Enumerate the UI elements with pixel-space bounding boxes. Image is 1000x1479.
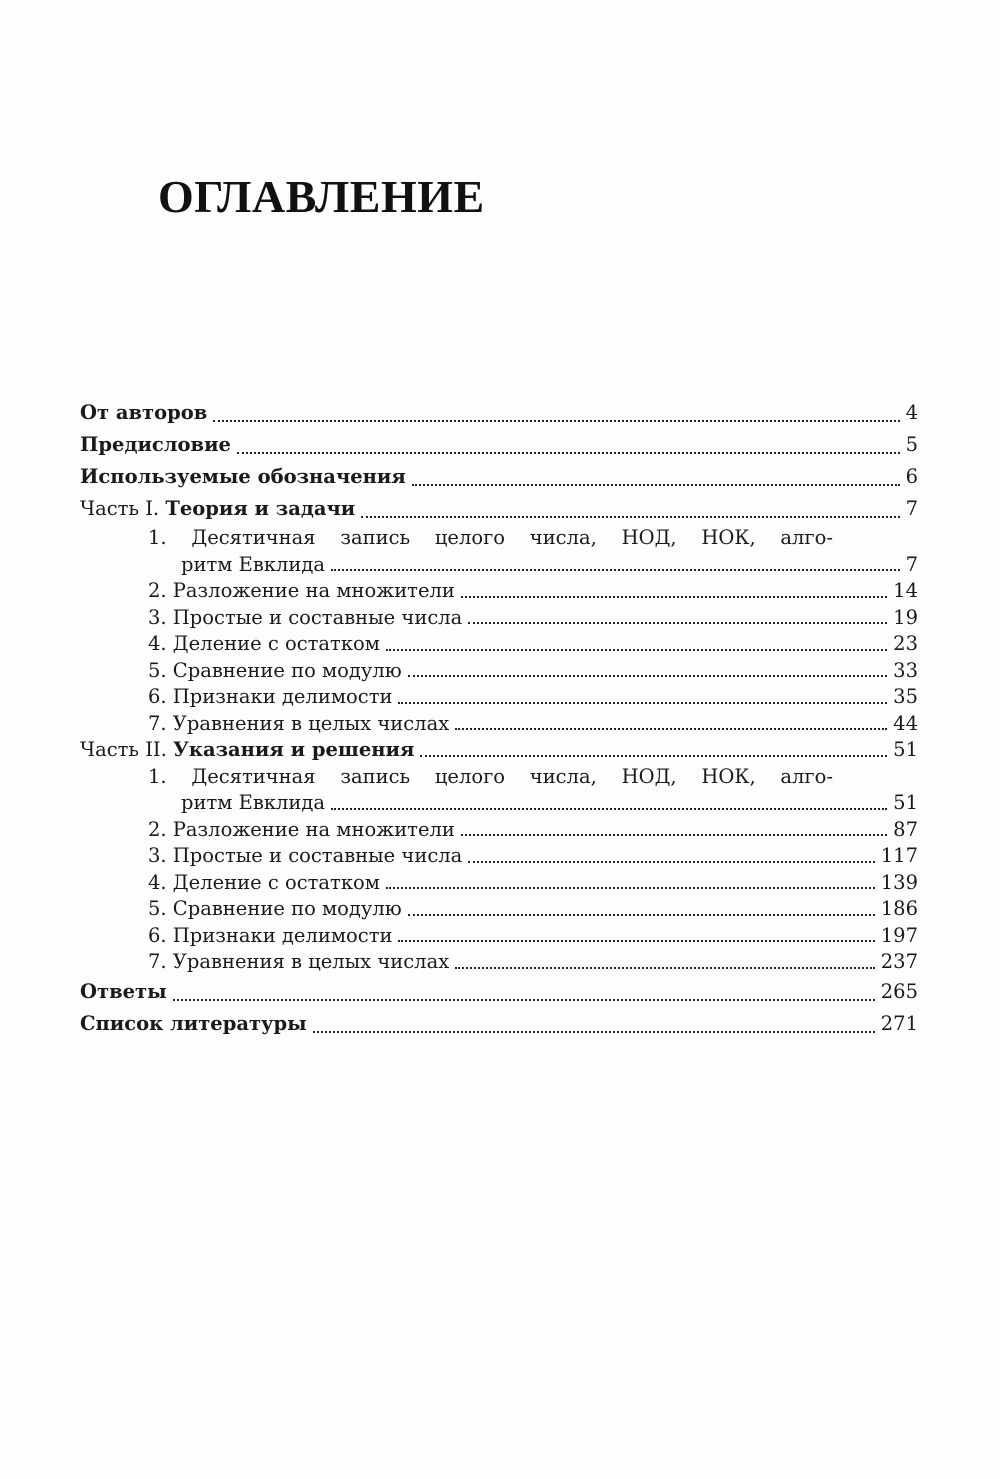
toc-page-number: 265 (880, 979, 918, 1003)
toc-entry-chapter-4[interactable] (80, 631, 918, 658)
word: НОД, (621, 526, 677, 549)
dot-leader (398, 940, 874, 942)
part-prefix: Часть I. (80, 497, 160, 520)
dot-leader (461, 834, 887, 836)
dot-leader (408, 914, 875, 916)
word: Десятичная (191, 764, 316, 788)
toc-entry-title: 4. Деление с остатком (148, 870, 380, 894)
toc-page-number: 7 (905, 497, 918, 520)
toc-entry-title: 7. Уравнения в целых числах (148, 711, 450, 735)
word: запись (340, 526, 411, 549)
dot-leader (412, 484, 900, 486)
toc-entry-chapter-1-line-2[interactable] (80, 790, 918, 817)
dot-leader (331, 569, 900, 571)
word: 1. (148, 764, 167, 788)
toc-page-number: 197 (880, 923, 918, 947)
word: НОД, (621, 764, 677, 788)
dot-leader (361, 516, 899, 518)
dot-leader (386, 649, 887, 651)
toc-page-number: 87 (893, 817, 918, 841)
toc-entry-from-authors[interactable] (80, 397, 918, 429)
word: числа, (529, 526, 597, 549)
toc-page-number: 7 (905, 552, 918, 576)
toc-entry-title: 3. Простые и составные числа (148, 844, 463, 867)
toc-entry-chapter-1-line-1[interactable] (80, 525, 833, 552)
dot-leader (468, 622, 887, 624)
toc-entry-title: 4. Деление с остатком (148, 632, 380, 655)
dot-leader (237, 452, 900, 454)
dot-leader (331, 808, 887, 810)
toc-entry-part-2[interactable] (80, 737, 918, 764)
part-title: Указания и решения (173, 738, 415, 761)
toc-entry-notation[interactable] (80, 461, 918, 493)
dot-leader (461, 596, 887, 598)
dot-leader (386, 887, 875, 889)
toc-entry-title: Список литературы (80, 1011, 307, 1035)
toc-page-number: 19 (893, 605, 918, 629)
toc-entry-title: ритм Евклида (181, 791, 326, 814)
word: Десятичная (191, 526, 316, 549)
toc-entry-chapter-3[interactable] (80, 843, 918, 870)
toc-page-number: 35 (893, 685, 918, 708)
toc-entry-part-1[interactable] (80, 493, 918, 525)
toc-page-number: 14 (893, 579, 918, 602)
toc-entry-title: 5. Сравнение по модулю (148, 658, 402, 682)
toc-entry-title: 5. Сравнение по модулю (148, 897, 402, 920)
toc-entry-chapter-6[interactable] (80, 684, 918, 711)
word: НОК, (701, 764, 756, 788)
toc-page-number: 237 (880, 950, 918, 973)
word: числа, (529, 764, 597, 788)
table-of-contents (80, 397, 918, 1040)
toc-entry-title: Предисловие (80, 433, 231, 456)
toc-page-number: 139 (880, 870, 918, 894)
toc-page-number: 271 (880, 1011, 918, 1035)
toc-page-number: 4 (905, 401, 918, 424)
dot-leader (455, 728, 887, 730)
toc-page-number: 186 (880, 897, 918, 920)
word: целого (434, 764, 506, 788)
part-prefix: Часть II. (80, 738, 167, 761)
dot-leader (213, 420, 899, 422)
toc-entry-title: От авторов (80, 401, 208, 424)
toc-entry-chapter-1-line-2[interactable] (80, 552, 918, 579)
word: НОК, (701, 526, 756, 549)
toc-entry-answers[interactable] (80, 976, 918, 1008)
toc-page-number: 23 (893, 632, 918, 655)
toc-page-number: 117 (880, 844, 918, 867)
toc-entry-chapter-5[interactable] (80, 896, 918, 923)
toc-page-number: 33 (893, 658, 918, 682)
toc-entry-chapter-3[interactable] (80, 605, 918, 632)
toc-entry-bibliography[interactable] (80, 1008, 918, 1040)
toc-page-number: 51 (893, 791, 918, 814)
toc-entry-title: 6. Признаки делимости (148, 685, 393, 708)
toc-entry-chapter-7[interactable] (80, 711, 918, 738)
part-title: Теория и задачи (165, 497, 356, 520)
word: целого (434, 526, 506, 549)
toc-entry-title: 3. Простые и составные числа (148, 605, 463, 629)
toc-entry-title: 2. Разложение на множители (148, 817, 455, 841)
dot-leader (313, 1031, 875, 1033)
word: алго- (780, 526, 833, 549)
word: алго- (780, 764, 833, 788)
toc-entry-title: Используемые обозначения (80, 465, 406, 488)
toc-page-number: 51 (893, 738, 918, 761)
toc-entry-title: 7. Уравнения в целых числах (148, 950, 450, 973)
dot-leader (455, 967, 875, 969)
page-title: ОГЛАВЛЕНИЕ (158, 171, 485, 222)
toc-entry-chapter-5[interactable] (80, 658, 918, 685)
toc-entry-title (80, 737, 414, 764)
toc-page-number: 5 (905, 433, 918, 456)
toc-entry-chapter-2[interactable] (80, 817, 918, 844)
toc-entry-title: 2. Разложение на множители (148, 579, 455, 602)
toc-entry-chapter-7[interactable] (80, 949, 918, 976)
toc-entry-chapter-2[interactable] (80, 578, 918, 605)
toc-entry-title (80, 493, 355, 525)
toc-entry-chapter-1-line-1[interactable] (80, 764, 833, 791)
toc-page-number: 44 (893, 711, 918, 735)
dot-leader (468, 861, 875, 863)
toc-entry-title: ритм Евклида (181, 552, 326, 576)
toc-entry-preface[interactable] (80, 429, 918, 461)
word: 1. (148, 526, 167, 549)
word: запись (340, 764, 411, 788)
toc-entry-title: Ответы (80, 979, 167, 1003)
toc-entry-chapter-6[interactable] (80, 923, 918, 950)
dot-leader (408, 675, 887, 677)
toc-page-number: 6 (905, 465, 918, 488)
toc-entry-title: 6. Признаки делимости (148, 923, 393, 947)
dot-leader (173, 999, 875, 1001)
dot-leader (420, 755, 887, 757)
toc-entry-chapter-4[interactable] (80, 870, 918, 897)
dot-leader (398, 702, 887, 704)
